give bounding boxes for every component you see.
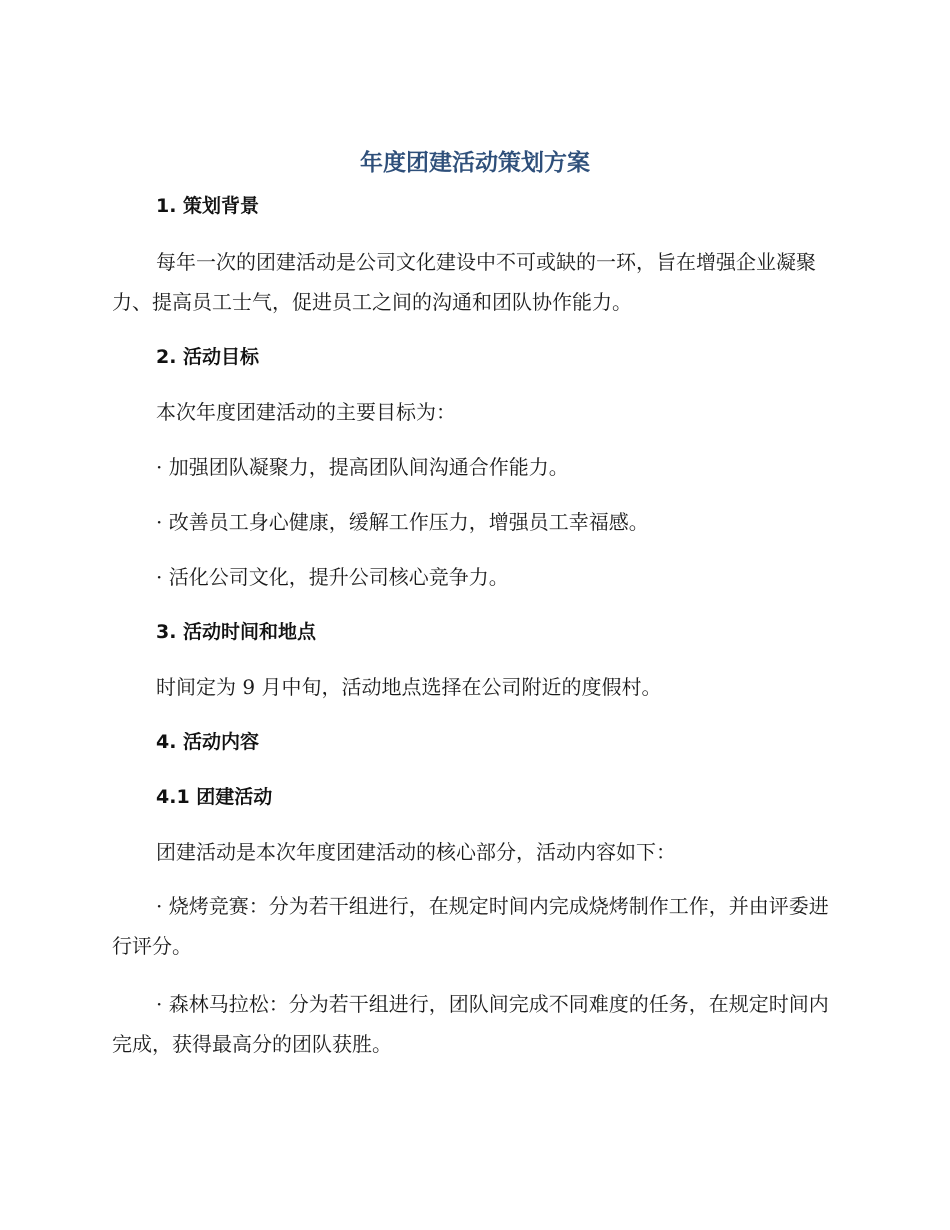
paragraph-time-location: 时间定为 9 月中旬，活动地点选择在公司附近的度假村。 [156,675,662,699]
section-heading-goals: 2. 活动目标 [156,346,260,368]
section-heading-background: 1. 策划背景 [156,195,260,217]
list-item-goal-1: · 加强团队凝聚力，提高团队间沟通合作能力。 [156,455,569,479]
list-item-bbq-contest: · 烧烤竞赛：分为若干组进行，在规定时间内完成烧烤制作工作，并由评委进行评分。 [112,894,829,958]
section-heading-time-location: 3. 活动时间和地点 [156,621,317,643]
paragraph-team-activities-intro: 团建活动是本次年度团建活动的核心部分，活动内容如下： [156,840,676,864]
list-item-goal-2: · 改善员工身心健康，缓解工作压力，增强员工幸福感。 [156,510,649,534]
paragraph-goals-intro: 本次年度团建活动的主要目标为： [156,400,456,424]
document-title: 年度团建活动策划方案 [360,150,590,176]
section-heading-team-activities: 4.1 团建活动 [156,786,273,808]
list-item-goal-3: · 活化公司文化，提升公司核心竞争力。 [156,565,509,589]
section-heading-content: 4. 活动内容 [156,731,260,753]
paragraph-background: 每年一次的团建活动是公司文化建设中不可或缺的一环，旨在增强企业凝聚力、提高员工士气，促进员工之间的沟通和团队协作能力。 [112,250,816,314]
list-item-forest-marathon: · 森林马拉松：分为若干组进行，团队间完成不同难度的任务，在规定时间内完成，获得最高分的团队获胜。 [112,992,829,1056]
